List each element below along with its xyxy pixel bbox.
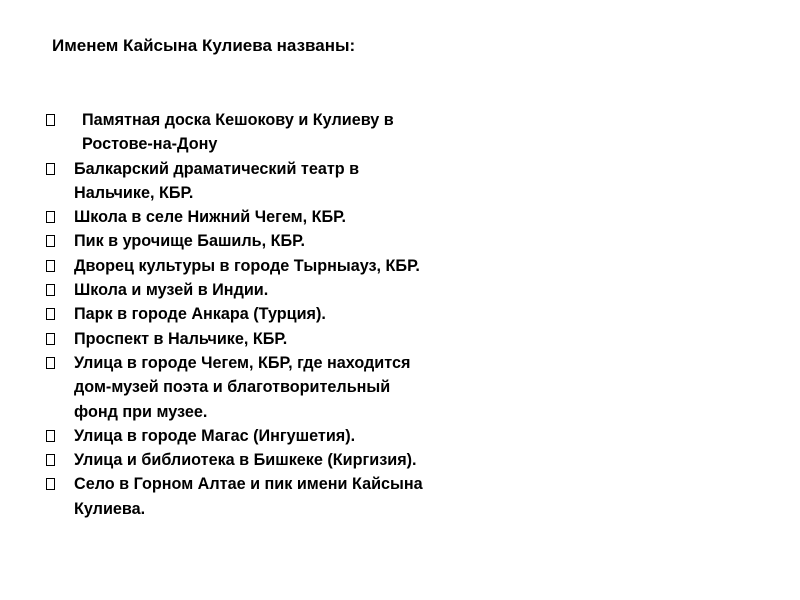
list-item	[44, 302, 424, 326]
bullet-box-icon	[46, 308, 55, 320]
list-item-text: Проспект в Нальчике, КБР.	[74, 329, 288, 348]
list-item-text: Пик в урочище Башиль, КБР.	[74, 232, 305, 251]
bullet-box-icon	[46, 454, 55, 466]
list-item	[44, 472, 424, 521]
slide-title: Именем Кайсына Кулиева названы:	[52, 36, 356, 55]
list-item	[44, 351, 424, 424]
bullet-box-icon	[46, 284, 55, 296]
list-item-text: Школа и музей в Индии.	[74, 281, 269, 300]
list-item-text: Парк в городе Анкара (Турция).	[74, 305, 326, 324]
bullet-box-icon	[46, 333, 55, 345]
list-item	[44, 108, 424, 157]
list-item-text: Улица и библиотека в Бишкеке (Киргизия).	[74, 451, 417, 470]
list-item-text: Улица в городе Чегем, КБР, где находится дом-музей поэта и благотворительный фонд при музее.	[74, 353, 411, 421]
list-item-text: Улица в городе Магас (Ингушетия).	[74, 426, 356, 445]
named-places-list	[44, 108, 424, 521]
list-item-text: Школа в селе Нижний Чегем, КБР.	[74, 208, 346, 227]
bullet-box-icon	[46, 163, 55, 175]
bullet-box-icon	[46, 235, 55, 247]
list-item	[44, 448, 424, 472]
bullet-box-icon	[46, 430, 55, 442]
list-item	[44, 424, 424, 448]
list-item	[44, 205, 424, 229]
list-item-text: Балкарский драматический театр в Нальчике, КБР.	[74, 159, 360, 202]
bullet-box-icon	[46, 260, 55, 272]
list-item	[44, 278, 424, 302]
list-item	[44, 254, 424, 278]
list-item-text: Дворец культуры в городе Тырныауз, КБР.	[74, 256, 420, 275]
list-item-text: Село в Горном Алтае и пик имени Кайсына Кулиева.	[74, 475, 423, 518]
list-item	[44, 229, 424, 253]
list-item	[44, 327, 424, 351]
list-item-text: Памятная доска Кешокову и Кулиеву в Ростове-на-Дону	[82, 111, 394, 154]
bullet-box-icon	[46, 478, 55, 490]
bullet-box-icon	[46, 211, 55, 223]
bullet-box-icon	[46, 357, 55, 369]
bullet-box-icon	[46, 114, 55, 126]
list-item	[44, 157, 424, 206]
